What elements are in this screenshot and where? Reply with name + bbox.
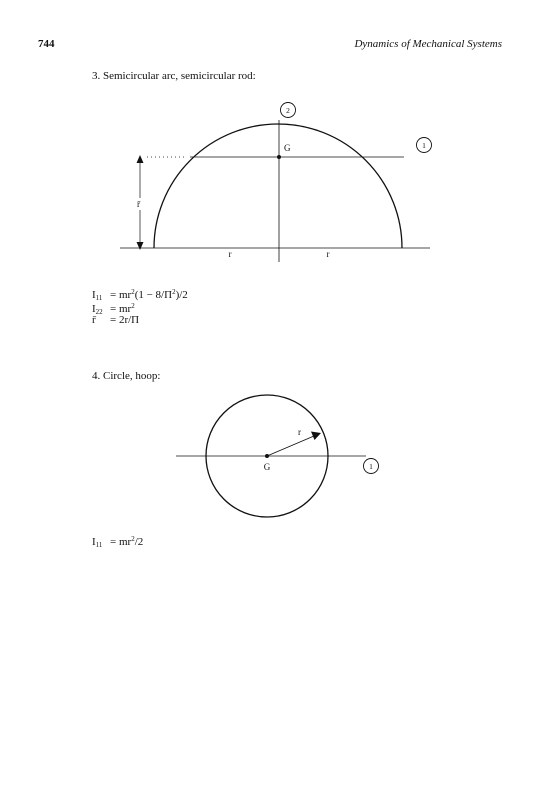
axis-2-label: 2	[286, 106, 290, 115]
equation-i11-arc: $I_{11} = mr^2(1 - 8/\Pi^2)/2$	[92, 288, 188, 302]
equation-lhs: $I_{22}$	[92, 303, 103, 316]
running-title: Dynamics of Mechanical Systems	[354, 38, 502, 50]
center-label: G	[284, 143, 291, 153]
axis-1-label: 1	[369, 462, 373, 471]
radius-left-label: r	[228, 249, 232, 259]
equation-i11-hoop: $I_{11} = mr^2/2$	[92, 535, 144, 549]
radius-arrow-icon	[311, 432, 321, 441]
section-4-heading: 4. Circle, hoop:	[92, 370, 161, 382]
section-3-heading: 3. Semicircular arc, semicircular rod:	[92, 70, 256, 82]
axis-1-label: 1	[422, 141, 426, 150]
equation-rbar: r̄ = 2r/Π	[92, 314, 140, 326]
radius-label: r	[298, 427, 301, 437]
rbar-label: r̄	[137, 199, 140, 209]
page-number: 744	[38, 38, 55, 50]
radius-right-label: r	[326, 249, 330, 259]
equation-lhs: r̄	[92, 314, 96, 326]
center-point	[265, 454, 269, 458]
equation-lhs: $I_{11}$	[92, 289, 103, 302]
center-label: G	[263, 462, 271, 472]
equation-i22-arc: $I_{22} = mr^2$	[92, 302, 135, 316]
equation-lhs: $I_{11}$	[92, 536, 103, 549]
radius-line	[267, 436, 314, 456]
